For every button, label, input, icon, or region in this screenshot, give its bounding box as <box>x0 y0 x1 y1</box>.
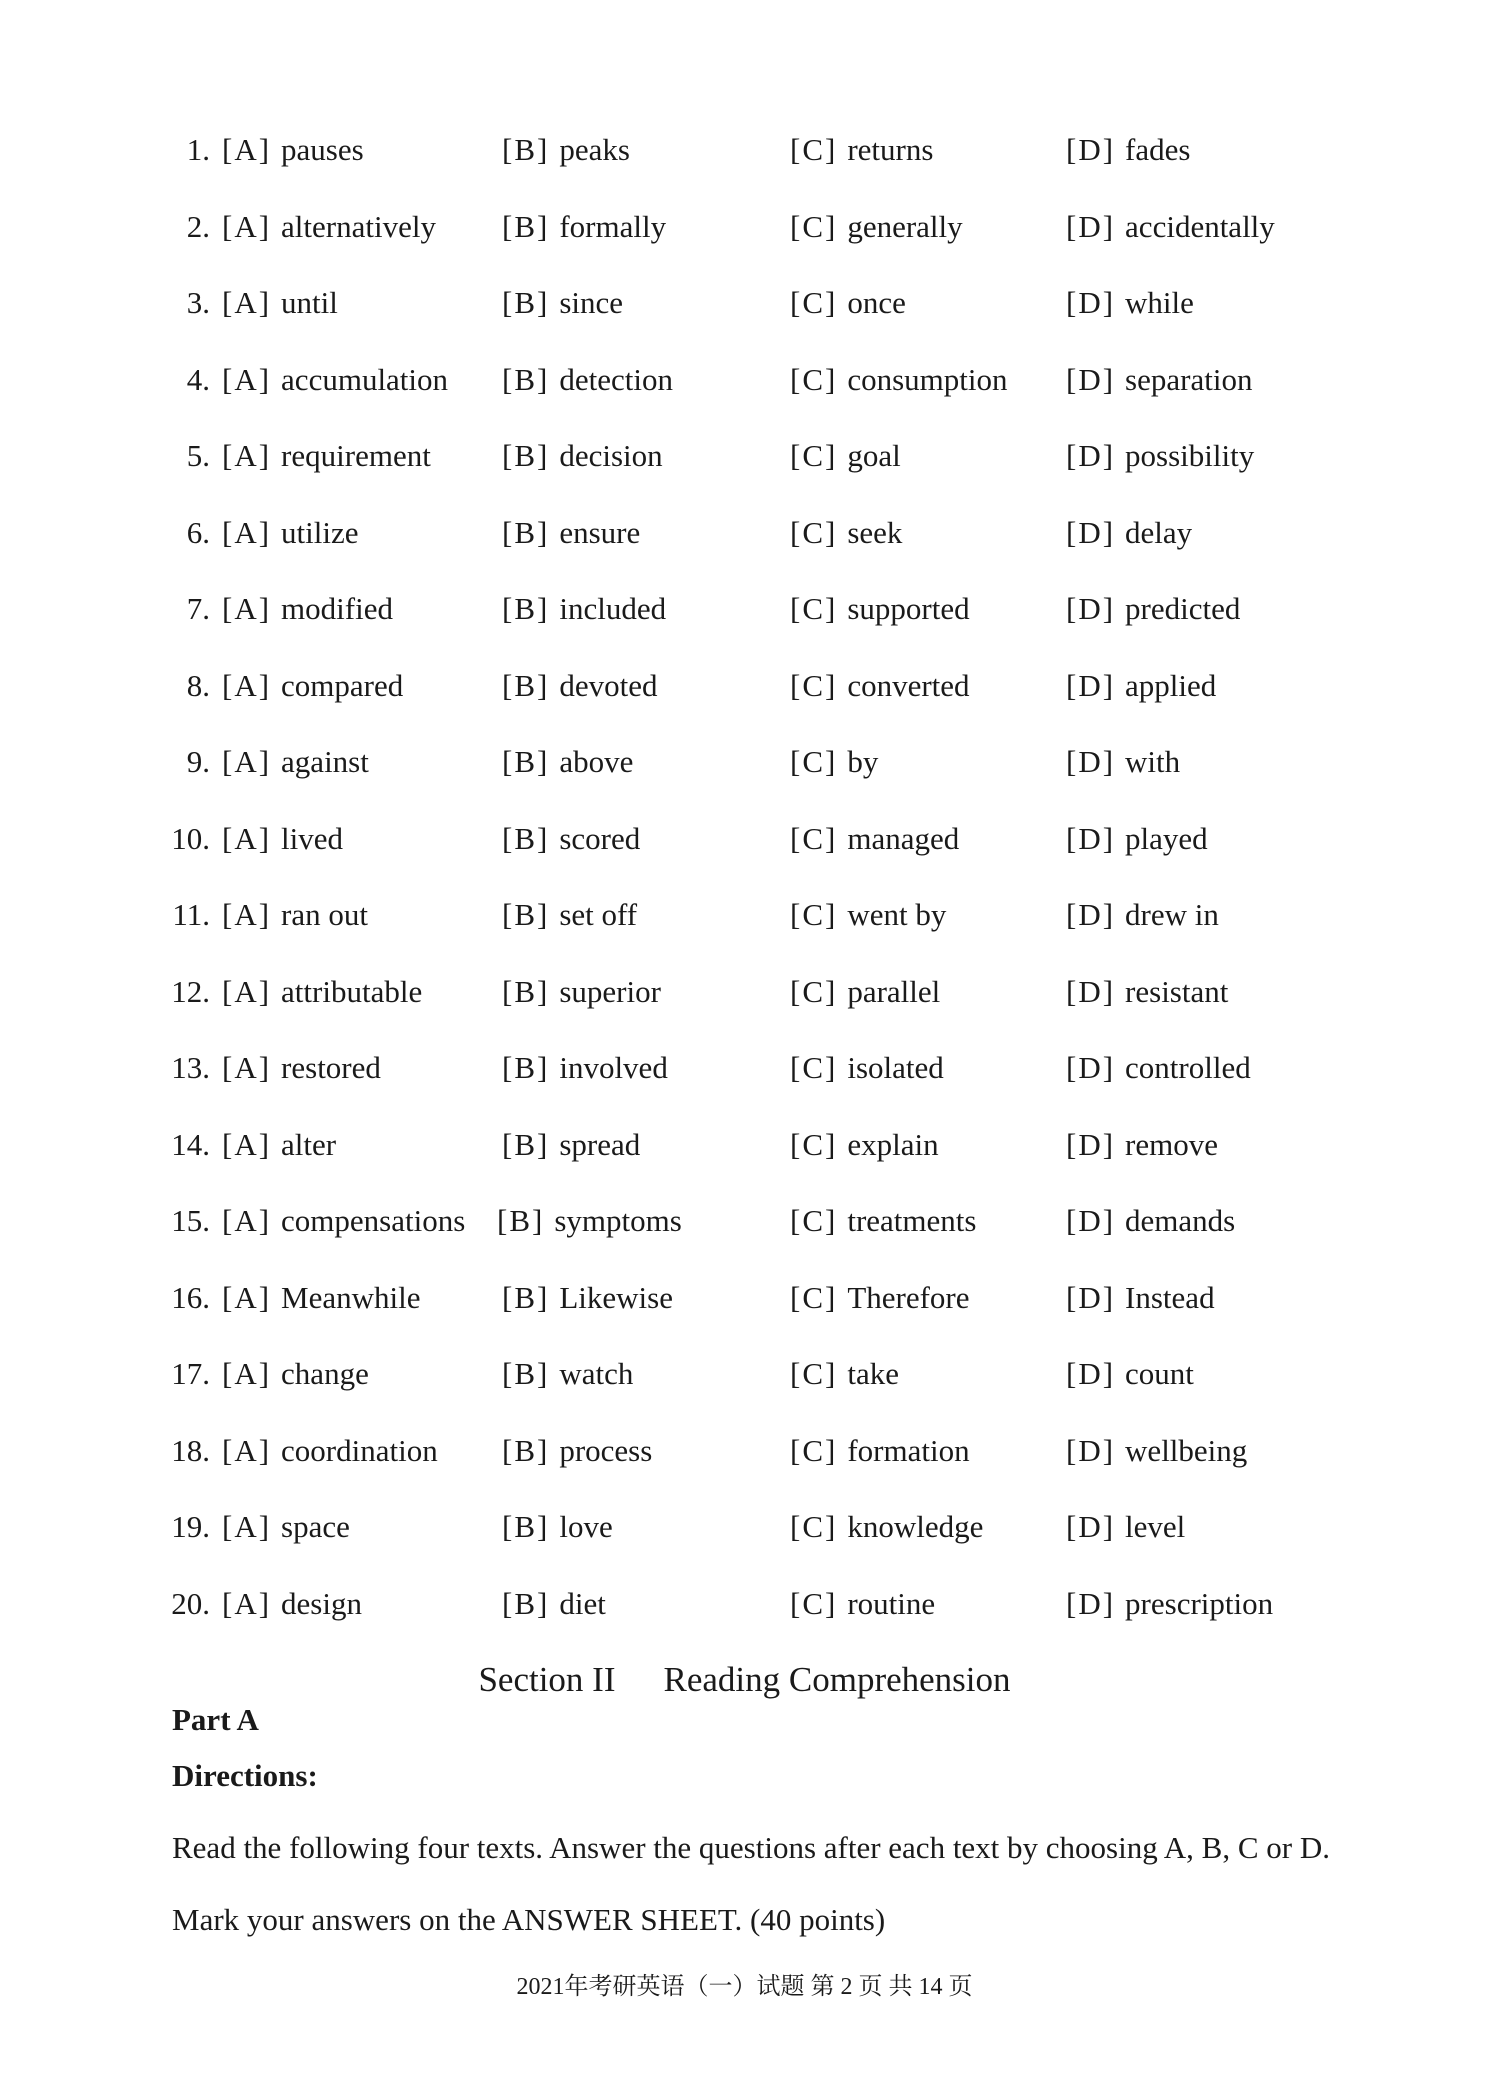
option-letter: [B] <box>502 820 550 856</box>
option-c <box>790 579 970 639</box>
option-text: decision <box>559 438 663 473</box>
option-letter: [D] <box>1066 1432 1116 1468</box>
option-d <box>1066 962 1228 1022</box>
option-letter: [D] <box>1066 1279 1116 1315</box>
option-letter: [B] <box>502 1279 550 1315</box>
question-number: 6. <box>186 514 210 550</box>
question-number: 12. <box>171 973 210 1009</box>
option-text: wellbeing <box>1125 1432 1248 1468</box>
question-number: 2. <box>186 208 210 244</box>
option-text: Therefore <box>847 1279 970 1315</box>
option-c <box>790 809 959 869</box>
option-a <box>222 120 364 180</box>
option-a <box>222 885 368 945</box>
question-number: 1. <box>186 132 210 167</box>
option-b <box>502 1574 606 1634</box>
option-text: requirement <box>281 438 431 473</box>
question-number: 3. <box>186 285 210 320</box>
question-row <box>0 1115 1489 1192</box>
question-number: 10. <box>171 820 210 856</box>
option-a <box>222 197 436 257</box>
option-text: detection <box>559 361 673 397</box>
option-d <box>1066 426 1254 486</box>
option-letter: [D] <box>1066 591 1116 626</box>
option-c <box>790 885 946 945</box>
option-text: supported <box>847 591 970 626</box>
option-text: design <box>281 1585 362 1621</box>
option-letter: [C] <box>790 973 838 1009</box>
option-b <box>502 273 623 333</box>
option-b <box>502 809 640 869</box>
option-text: explain <box>847 1126 939 1162</box>
question-number: 19. <box>171 1509 210 1544</box>
option-b <box>502 1268 673 1328</box>
option-d <box>1066 1421 1247 1481</box>
option-letter: [D] <box>1066 1050 1116 1085</box>
option-letter: [D] <box>1066 361 1116 397</box>
option-letter: [A] <box>222 208 272 244</box>
option-letter: [A] <box>222 591 272 626</box>
page-footer: 2021年考研英语（一）试题 第 2 页 共 14 页 <box>516 1974 973 2000</box>
option-text: watch <box>559 1356 634 1391</box>
option-text: formation <box>847 1432 970 1468</box>
option-text: compared <box>281 667 404 703</box>
option-a <box>222 1115 336 1175</box>
option-letter: [C] <box>790 514 838 550</box>
option-text: take <box>847 1356 899 1391</box>
option-text: against <box>281 744 369 779</box>
question-row <box>0 885 1489 962</box>
option-text: converted <box>847 667 970 703</box>
option-a <box>222 1191 465 1251</box>
question-row <box>0 350 1489 427</box>
option-b <box>502 732 633 792</box>
option-d <box>1066 732 1180 792</box>
section-heading <box>0 1660 1489 1700</box>
option-letter: [B] <box>502 1356 550 1391</box>
option-letter: [B] <box>502 1432 550 1468</box>
option-letter: [C] <box>790 1203 838 1238</box>
option-a <box>222 732 369 792</box>
option-text: by <box>847 744 879 779</box>
option-text: above <box>559 744 634 779</box>
option-letter: [A] <box>222 1356 272 1391</box>
option-letter: [C] <box>790 285 838 320</box>
option-text: level <box>1125 1509 1186 1544</box>
option-d <box>1066 1574 1273 1634</box>
option-d <box>1066 656 1216 716</box>
option-letter: [A] <box>222 897 272 932</box>
option-b <box>502 1038 668 1098</box>
option-a <box>222 809 343 869</box>
option-text: played <box>1125 820 1208 856</box>
option-text: pauses <box>281 132 364 167</box>
option-text: utilize <box>281 514 359 550</box>
option-text: possibility <box>1125 438 1255 473</box>
option-letter: [C] <box>790 1050 838 1085</box>
option-letter: [D] <box>1066 438 1116 473</box>
option-c <box>790 1421 970 1481</box>
option-letter: [B] <box>502 438 550 473</box>
option-a <box>222 1574 362 1634</box>
option-text: seek <box>847 514 903 550</box>
option-letter: [D] <box>1066 132 1116 167</box>
option-text: resistant <box>1125 973 1229 1009</box>
option-d <box>1066 1115 1218 1175</box>
question-row <box>0 1497 1489 1574</box>
question-row <box>0 1421 1489 1498</box>
option-letter: [D] <box>1066 744 1116 779</box>
option-text: ran out <box>281 897 368 932</box>
question-list <box>0 120 1489 1650</box>
option-text: delay <box>1125 514 1193 550</box>
directions-label: Directions: <box>172 1758 318 1793</box>
option-a <box>222 426 431 486</box>
option-text: accumulation <box>281 361 449 397</box>
question-number: 14. <box>171 1126 210 1162</box>
option-text: managed <box>847 820 960 856</box>
option-b <box>502 1344 633 1404</box>
option-text: love <box>559 1509 613 1544</box>
option-text: Meanwhile <box>281 1279 421 1315</box>
option-letter: [C] <box>790 1279 838 1315</box>
question-row <box>0 962 1489 1039</box>
question-row <box>0 426 1489 503</box>
section-number: Section II <box>478 1660 616 1699</box>
option-b <box>502 962 661 1022</box>
option-letter: [D] <box>1066 208 1116 244</box>
option-text: consumption <box>847 361 1008 397</box>
option-c <box>790 732 878 792</box>
option-text: knowledge <box>847 1509 984 1544</box>
option-letter: [A] <box>222 361 272 397</box>
option-a <box>222 656 403 716</box>
question-row <box>0 809 1489 886</box>
option-text: devoted <box>559 667 658 703</box>
option-text: controlled <box>1125 1050 1251 1085</box>
option-c <box>790 1268 970 1328</box>
question-number: 16. <box>171 1279 210 1315</box>
option-letter: [C] <box>790 438 838 473</box>
option-text: compensations <box>281 1203 466 1238</box>
option-letter: [B] <box>502 1585 550 1621</box>
option-text: space <box>281 1509 350 1544</box>
option-a <box>222 1268 421 1328</box>
option-a <box>222 1344 369 1404</box>
option-letter: [C] <box>790 1509 838 1544</box>
option-letter: [C] <box>790 897 838 932</box>
option-letter: [B] <box>502 744 550 779</box>
option-a <box>222 1421 438 1481</box>
option-b <box>502 1497 613 1557</box>
option-text: parallel <box>847 973 941 1009</box>
option-letter: [C] <box>790 744 838 779</box>
option-b <box>502 1421 652 1481</box>
option-text: modified <box>281 591 393 626</box>
option-letter: [A] <box>222 1126 272 1162</box>
question-number: 4. <box>186 361 210 397</box>
option-b <box>497 1191 682 1251</box>
option-c <box>790 1038 944 1098</box>
option-text: alter <box>281 1126 337 1162</box>
option-text: set off <box>559 897 638 932</box>
option-letter: [D] <box>1066 820 1116 856</box>
option-letter: [C] <box>790 1356 838 1391</box>
option-a <box>222 1497 350 1557</box>
question-number: 17. <box>171 1356 210 1391</box>
question-number: 15. <box>171 1203 210 1238</box>
option-letter: [C] <box>790 667 838 703</box>
option-d <box>1066 503 1192 563</box>
option-b <box>502 656 657 716</box>
question-number: 18. <box>171 1432 210 1468</box>
option-letter: [D] <box>1066 285 1116 320</box>
option-letter: [B] <box>502 208 550 244</box>
option-b <box>502 426 663 486</box>
option-letter: [C] <box>790 1585 838 1621</box>
option-text: symptoms <box>554 1203 682 1238</box>
option-letter: [C] <box>790 1126 838 1162</box>
option-letter: [B] <box>502 973 550 1009</box>
option-text: coordination <box>281 1432 438 1468</box>
option-letter: [C] <box>790 591 838 626</box>
question-row <box>0 1268 1489 1345</box>
option-letter: [A] <box>222 438 272 473</box>
option-letter: [D] <box>1066 897 1116 932</box>
option-text: returns <box>847 132 934 167</box>
option-text: peaks <box>559 132 630 167</box>
section-title: Reading Comprehension <box>663 1660 1011 1699</box>
option-text: count <box>1125 1356 1194 1391</box>
question-row <box>0 503 1489 580</box>
option-d <box>1066 120 1190 180</box>
option-c <box>790 1115 939 1175</box>
option-c <box>790 120 933 180</box>
option-letter: [B] <box>502 514 550 550</box>
option-d <box>1066 579 1240 639</box>
option-letter: [C] <box>790 1432 838 1468</box>
option-letter: [A] <box>222 744 272 779</box>
option-letter: [B] <box>502 591 550 626</box>
option-text: ensure <box>559 514 641 550</box>
option-c <box>790 350 1008 410</box>
question-row <box>0 197 1489 274</box>
option-c <box>790 1344 899 1404</box>
option-a <box>222 350 448 410</box>
option-a <box>222 962 422 1022</box>
option-text: generally <box>847 208 963 244</box>
option-text: since <box>559 285 624 320</box>
question-number: 20. <box>171 1585 210 1621</box>
option-text: drew in <box>1125 897 1219 932</box>
option-text: change <box>281 1356 369 1391</box>
option-text: accidentally <box>1125 208 1275 244</box>
option-letter: [D] <box>1066 973 1116 1009</box>
option-c <box>790 503 902 563</box>
option-letter: [C] <box>790 820 838 856</box>
option-letter: [D] <box>1066 1509 1116 1544</box>
option-c <box>790 1574 935 1634</box>
question-row <box>0 120 1489 197</box>
option-text: attributable <box>281 973 423 1009</box>
option-letter: [B] <box>502 361 550 397</box>
question-row <box>0 273 1489 350</box>
question-number: 7. <box>186 591 210 626</box>
option-text: formally <box>559 208 667 244</box>
option-d <box>1066 809 1208 869</box>
option-c <box>790 197 963 257</box>
option-letter: [B] <box>502 132 550 167</box>
option-letter: [C] <box>790 208 838 244</box>
option-d <box>1066 1268 1215 1328</box>
option-d <box>1066 273 1194 333</box>
option-letter: [D] <box>1066 1356 1116 1391</box>
option-letter: [A] <box>222 514 272 550</box>
question-row <box>0 1191 1489 1268</box>
option-letter: [A] <box>222 1050 272 1085</box>
option-letter: [D] <box>1066 1203 1116 1238</box>
option-text: went by <box>847 897 947 932</box>
question-number: 5. <box>186 438 210 473</box>
option-letter: [A] <box>222 820 272 856</box>
question-number: 13. <box>171 1050 210 1085</box>
option-text: restored <box>281 1050 381 1085</box>
option-letter: [A] <box>222 973 272 1009</box>
option-text: Likewise <box>559 1279 673 1315</box>
option-d <box>1066 1344 1194 1404</box>
option-d <box>1066 885 1219 945</box>
option-text: scored <box>559 820 641 856</box>
option-text: involved <box>559 1050 668 1085</box>
option-text: spread <box>559 1126 641 1162</box>
option-d <box>1066 1191 1235 1251</box>
option-letter: [C] <box>790 132 838 167</box>
option-c <box>790 273 906 333</box>
option-letter: [D] <box>1066 1126 1116 1162</box>
option-c <box>790 1191 976 1251</box>
option-letter: [D] <box>1066 1585 1116 1621</box>
option-letter: [B] <box>497 1203 545 1238</box>
option-text: diet <box>559 1585 606 1621</box>
question-row <box>0 1574 1489 1651</box>
question-number: 8. <box>186 667 210 703</box>
option-d <box>1066 1497 1185 1557</box>
option-letter: [A] <box>222 1279 272 1315</box>
option-letter: [A] <box>222 667 272 703</box>
option-text: fades <box>1125 132 1191 167</box>
option-letter: [A] <box>222 285 272 320</box>
option-letter: [A] <box>222 1585 272 1621</box>
question-row <box>0 656 1489 733</box>
option-c <box>790 426 901 486</box>
option-d <box>1066 1038 1251 1098</box>
option-text: until <box>281 285 338 320</box>
option-letter: [D] <box>1066 514 1116 550</box>
option-text: lived <box>281 820 344 856</box>
option-text: predicted <box>1125 591 1241 626</box>
option-letter: [A] <box>222 1203 272 1238</box>
option-d <box>1066 350 1252 410</box>
option-text: Instead <box>1125 1279 1215 1315</box>
option-letter: [B] <box>502 667 550 703</box>
option-text: process <box>559 1432 653 1468</box>
option-text: routine <box>847 1585 936 1621</box>
option-letter: [A] <box>222 1432 272 1468</box>
option-text: treatments <box>847 1203 977 1238</box>
option-text: with <box>1125 744 1181 779</box>
option-text: goal <box>847 438 901 473</box>
option-text: while <box>1125 285 1194 320</box>
question-number: 9. <box>186 744 210 779</box>
option-a <box>222 273 338 333</box>
option-b <box>502 579 666 639</box>
question-number: 11. <box>172 897 210 932</box>
option-text: isolated <box>847 1050 944 1085</box>
option-b <box>502 197 666 257</box>
option-b <box>502 1115 640 1175</box>
option-text: prescription <box>1125 1585 1274 1621</box>
option-b <box>502 503 640 563</box>
option-text: applied <box>1125 667 1217 703</box>
option-text: alternatively <box>281 208 436 244</box>
option-letter: [B] <box>502 285 550 320</box>
option-b <box>502 885 637 945</box>
part-heading: Part A <box>172 1702 259 1737</box>
directions-text: Read the following four texts. Answer the questions after each text by choosing A, B, C or D. Mark your answers on the ANSWER SHEET. (40 points) <box>172 1830 1330 1937</box>
option-c <box>790 1497 983 1557</box>
option-b <box>502 120 630 180</box>
option-b <box>502 350 673 410</box>
option-text: included <box>559 591 667 626</box>
option-text: remove <box>1125 1126 1219 1162</box>
option-a <box>222 579 393 639</box>
question-row <box>0 732 1489 809</box>
option-text: demands <box>1125 1203 1236 1238</box>
option-letter: [B] <box>502 1126 550 1162</box>
question-row <box>0 1038 1489 1115</box>
option-letter: [B] <box>502 1509 550 1544</box>
option-a <box>222 503 359 563</box>
option-c <box>790 962 940 1022</box>
option-a <box>222 1038 381 1098</box>
option-letter: [B] <box>502 897 550 932</box>
option-c <box>790 656 970 716</box>
option-letter: [A] <box>222 132 272 167</box>
question-row <box>0 1344 1489 1421</box>
option-letter: [B] <box>502 1050 550 1085</box>
option-text: once <box>847 285 906 320</box>
option-letter: [D] <box>1066 667 1116 703</box>
option-text: superior <box>559 973 661 1009</box>
option-letter: [A] <box>222 1509 272 1544</box>
option-text: separation <box>1125 361 1253 397</box>
option-d <box>1066 197 1275 257</box>
question-row <box>0 579 1489 656</box>
option-letter: [C] <box>790 361 838 397</box>
